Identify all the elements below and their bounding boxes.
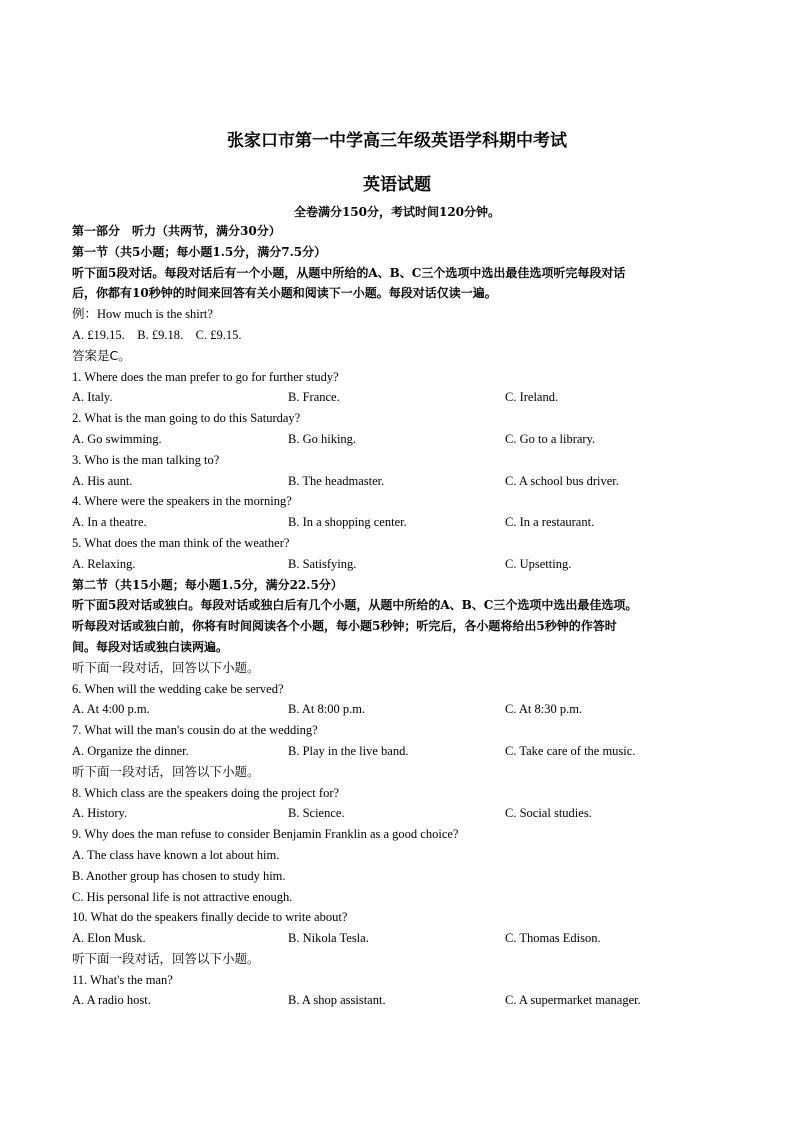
section1-instructions-line2: 后，你都有10秒钟的时间来回答有关小题和阅读下一小题。每段对话仅读一遍。: [72, 286, 497, 301]
listen-prompt: 听下面一段对话，回答以下小题。: [72, 659, 260, 675]
listen-prompt: 听下面一段对话，回答以下小题。: [72, 950, 260, 966]
listen-prompt: 听下面一段对话，回答以下小题。: [72, 763, 260, 779]
option-c: C. A supermarket manager.: [505, 993, 641, 1008]
option-c: C. In a restaurant.: [505, 515, 595, 530]
option-b: B. Play in the live band.: [288, 743, 409, 758]
option-b: B. Nikola Tesla.: [288, 931, 369, 946]
exam-title: 张家口市第一中学高三年级英语学科期中考试: [227, 131, 567, 151]
example-options: A. £19.15. B. £9.18. C. £9.15.: [72, 327, 242, 342]
option-c: C. At 8:30 p.m.: [505, 702, 583, 717]
option-c: C. Upsetting.: [505, 556, 572, 571]
question-4: 4. Where were the speakers in the morning?: [72, 494, 292, 509]
question-9-option-b: B. Another group has chosen to study him.: [72, 868, 286, 883]
exam-content: [72, 221, 722, 1011]
option-c: C. Thomas Edison.: [505, 931, 601, 946]
option-a: A. Italy.: [72, 390, 113, 405]
option-c: C. Go to a library.: [505, 431, 596, 446]
question-1-options: [72, 387, 722, 408]
section2-instructions-line2: 听每段对话或独白前，你将有时间阅读各个小题，每小题5秒钟；听完后，各小题将给出5秒钟的作答时: [72, 619, 617, 634]
part1-heading: 第一部分 听力（共两节，满分30分）: [72, 224, 281, 238]
question-11-options: [72, 990, 722, 1011]
score-time-note: 全卷满分150分，考试时间120分钟。: [293, 205, 501, 219]
question-3: 3. Who is the man talking to?: [72, 452, 220, 467]
option-c: C. Take care of the music.: [505, 743, 636, 758]
question-9-option-c: C. His personal life is not attractive enough.: [72, 889, 293, 904]
exam-subtitle: 英语试题: [363, 175, 431, 195]
question-4-options: [72, 512, 722, 533]
question-1: 1. Where does the man prefer to go for further study?: [72, 369, 339, 384]
option-c: C. Social studies.: [505, 806, 592, 821]
option-b: B. Science.: [288, 806, 345, 821]
section2-heading: 第二节（共15小题；每小题1.5分，满分22.5分）: [72, 577, 343, 592]
option-a: A. In a theatre.: [72, 515, 147, 530]
option-c: C. A school bus driver.: [505, 473, 619, 488]
question-5-options: [72, 554, 722, 575]
question-8: 8. Which class are the speakers doing the project for?: [72, 785, 340, 800]
option-b: B. A shop assistant.: [288, 993, 386, 1008]
example-answer: 答案是C。: [72, 347, 131, 363]
option-b: B. Satisfying.: [288, 556, 357, 571]
question-3-options: [72, 471, 722, 492]
question-7: 7. What will the man's cousin do at the wedding?: [72, 723, 318, 738]
question-6-options: [72, 699, 722, 720]
question-5: 5. What does the man think of the weather?: [72, 535, 290, 550]
option-b: B. At 8:00 p.m.: [288, 702, 366, 717]
section2-instructions-line3: 间。每段对话或独白读两遍。: [72, 639, 229, 654]
section1-instructions-line1: 听下面5段对话。每段对话后有一个小题，从题中所给的A、B、C三个选项中选出最佳选项听完每段对话: [72, 265, 626, 280]
question-2: 2. What is the man going to do this Saturday?: [72, 411, 301, 426]
question-2-options: [72, 429, 722, 450]
section2-instructions-line1: 听下面5段对话或独白。每段对话或独白后有几个小题，从题中所给的A、B、C三个选项中选出最佳选项。: [72, 598, 638, 613]
option-b: B. Go hiking.: [288, 431, 357, 446]
option-a: A. At 4:00 p.m.: [72, 702, 150, 717]
example-question: 例：How much is the shirt?: [72, 307, 213, 322]
option-a: A. Go swimming.: [72, 431, 162, 446]
option-b: B. In a shopping center.: [288, 515, 407, 530]
option-a: A. Elon Musk.: [72, 931, 146, 946]
question-11: 11. What's the man?: [72, 972, 173, 987]
question-6: 6. When will the wedding cake be served?: [72, 681, 284, 696]
section1-heading: 第一节（共5小题；每小题1.5分，满分7.5分）: [72, 244, 327, 259]
option-a: A. Organize the dinner.: [72, 743, 189, 758]
option-c: C. Ireland.: [505, 390, 559, 405]
option-a: A. A radio host.: [72, 993, 151, 1008]
option-a: A. Relaxing.: [72, 556, 136, 571]
question-8-options: [72, 803, 722, 824]
question-10-options: [72, 928, 722, 949]
option-a: A. His aunt.: [72, 473, 133, 488]
question-9-option-a: A. The class have known a lot about him.: [72, 847, 280, 862]
question-7-options: [72, 741, 722, 762]
question-10: 10. What do the speakers finally decide to write about?: [72, 910, 348, 925]
question-9: 9. Why does the man refuse to consider Benjamin Franklin as a good choice?: [72, 827, 459, 842]
option-a: A. History.: [72, 806, 128, 821]
option-b: B. France.: [288, 390, 340, 405]
option-b: B. The headmaster.: [288, 473, 385, 488]
